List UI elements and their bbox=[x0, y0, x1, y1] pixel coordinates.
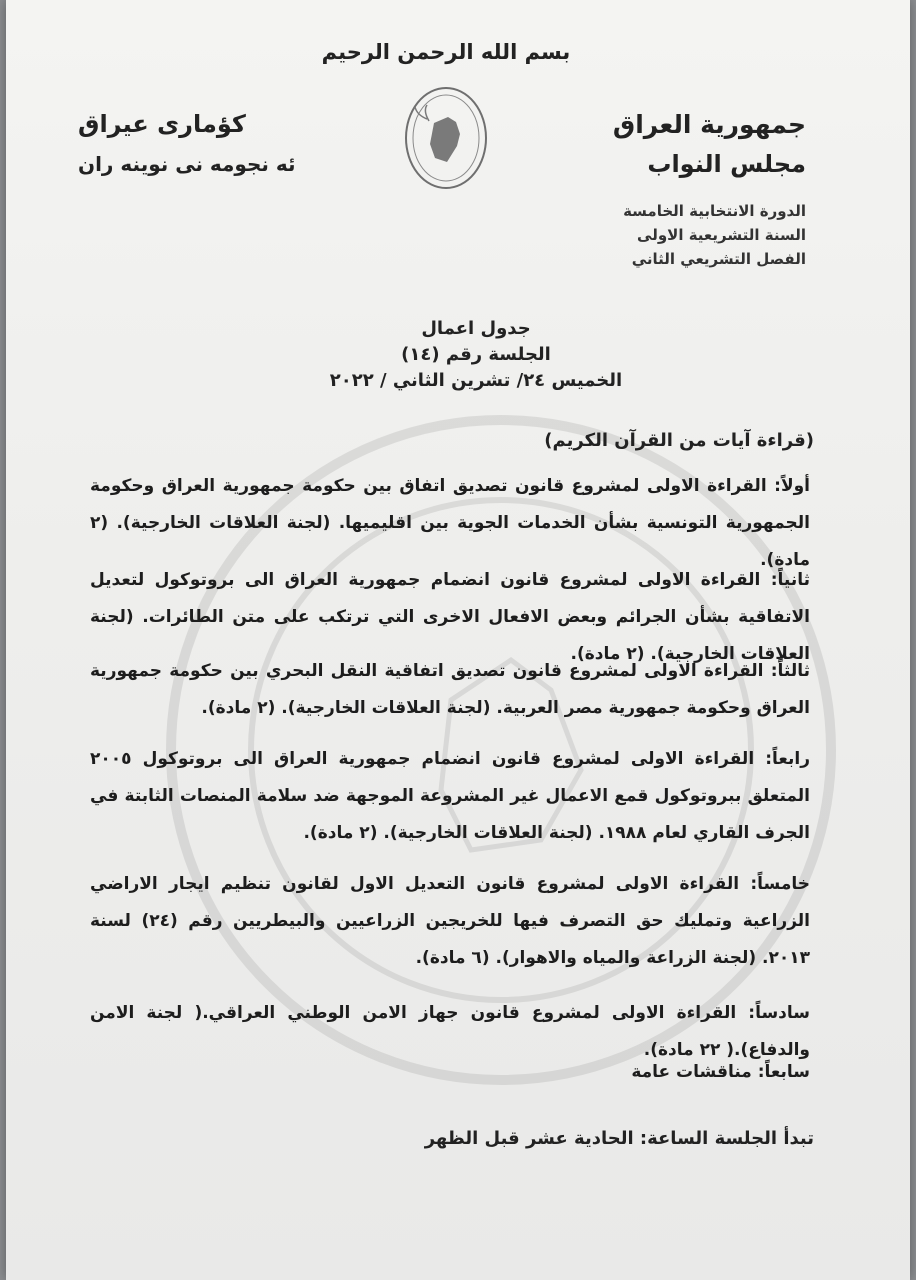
agenda-item: ثالثاً: القراءة الاولى لمشروع قانون تصديق اتفاقية النقل البحري بين حكومة جمهورية العراق وحكومة جمهورية مصر العربية. (لجنة العلاقات الخارجية). (٢ مادة). bbox=[90, 661, 810, 718]
kurdish-republic-title: كؤمارى عيراق bbox=[78, 110, 246, 138]
quran-line: (قراءة آيات من القرآن الكريم) bbox=[544, 430, 814, 451]
council-title: مجلس النواب bbox=[647, 150, 806, 178]
agenda-item: ثانياً: القراءة الاولى لمشروع قانون انضمام جمهورية العراق الى بروتوكول لتعديل الاتفاقية بشأن الجرائم وبعض الافعال الاخرى التي ترتكب على متن الطائرات. (لجنة العلاقات الخارجية). (٢ مادة). bbox=[90, 570, 810, 664]
agenda-title: جدول اعمال bbox=[421, 318, 531, 339]
basmala: بسم الله الرحمن الرحيم bbox=[321, 40, 571, 64]
session-number: الجلسة رقم (١٤) bbox=[401, 344, 551, 365]
term-line: السنة التشريعية الاولى bbox=[637, 226, 806, 244]
republic-title: جمهورية العراق bbox=[612, 110, 806, 139]
agenda-item: سابعاً: مناقشات عامة bbox=[631, 1062, 810, 1082]
term-line: الدورة الانتخابية الخامسة bbox=[623, 202, 806, 220]
agenda-item: سادساً: القراءة الاولى لمشروع قانون جهاز الامن الوطني العراقي.( لجنة الامن والدفاع).( ٢٢ مادة). bbox=[90, 1003, 810, 1060]
agenda-item: رابعاً: القراءة الاولى لمشروع قانون انضمام جمهورية العراق الى بروتوكول ٢٠٠٥ المتعلق ببروتوكول قمع الاعمال غير المشروعة الموجهة ضد سلامة المنصات الثابتة في الجرف القاري لعام ١٩٨٨. (لجنة العلاقات الخارجية). (٢ مادة). bbox=[90, 749, 810, 843]
agenda-item: أولاً: القراءة الاولى لمشروع قانون تصديق اتفاق بين حكومة جمهورية العراق وحكومة الجمهورية التونسية بشأن الخدمات الجوية بين اقليميها. (لجنة العلاقات الخارجية). (٢ مادة). bbox=[90, 476, 810, 570]
session-date: الخميس ٢٤/ تشرين الثاني / ٢٠٢٢ bbox=[329, 370, 623, 391]
term-line: الفصل التشريعي الثاني bbox=[631, 250, 806, 268]
session-start-time: تبدأ الجلسة الساعة: الحادية عشر قبل الظهر bbox=[424, 1128, 814, 1149]
agenda-item: خامساً: القراءة الاولى لمشروع قانون التعديل الاول لقانون تنظيم ايجار الاراضي الزراعية وتمليك حق التصرف فيها للخريجين الزراعيين والبيطريين رقم (٢٤) لسنة ٢٠١٣. (لجنة الزراعة والمياه والاهوار). (٦ مادة). bbox=[90, 874, 811, 968]
kurdish-council-title: ئه نجومه نى نوينه ران bbox=[78, 152, 296, 176]
document-page bbox=[6, 0, 910, 1280]
council-seal-icon bbox=[401, 83, 491, 193]
